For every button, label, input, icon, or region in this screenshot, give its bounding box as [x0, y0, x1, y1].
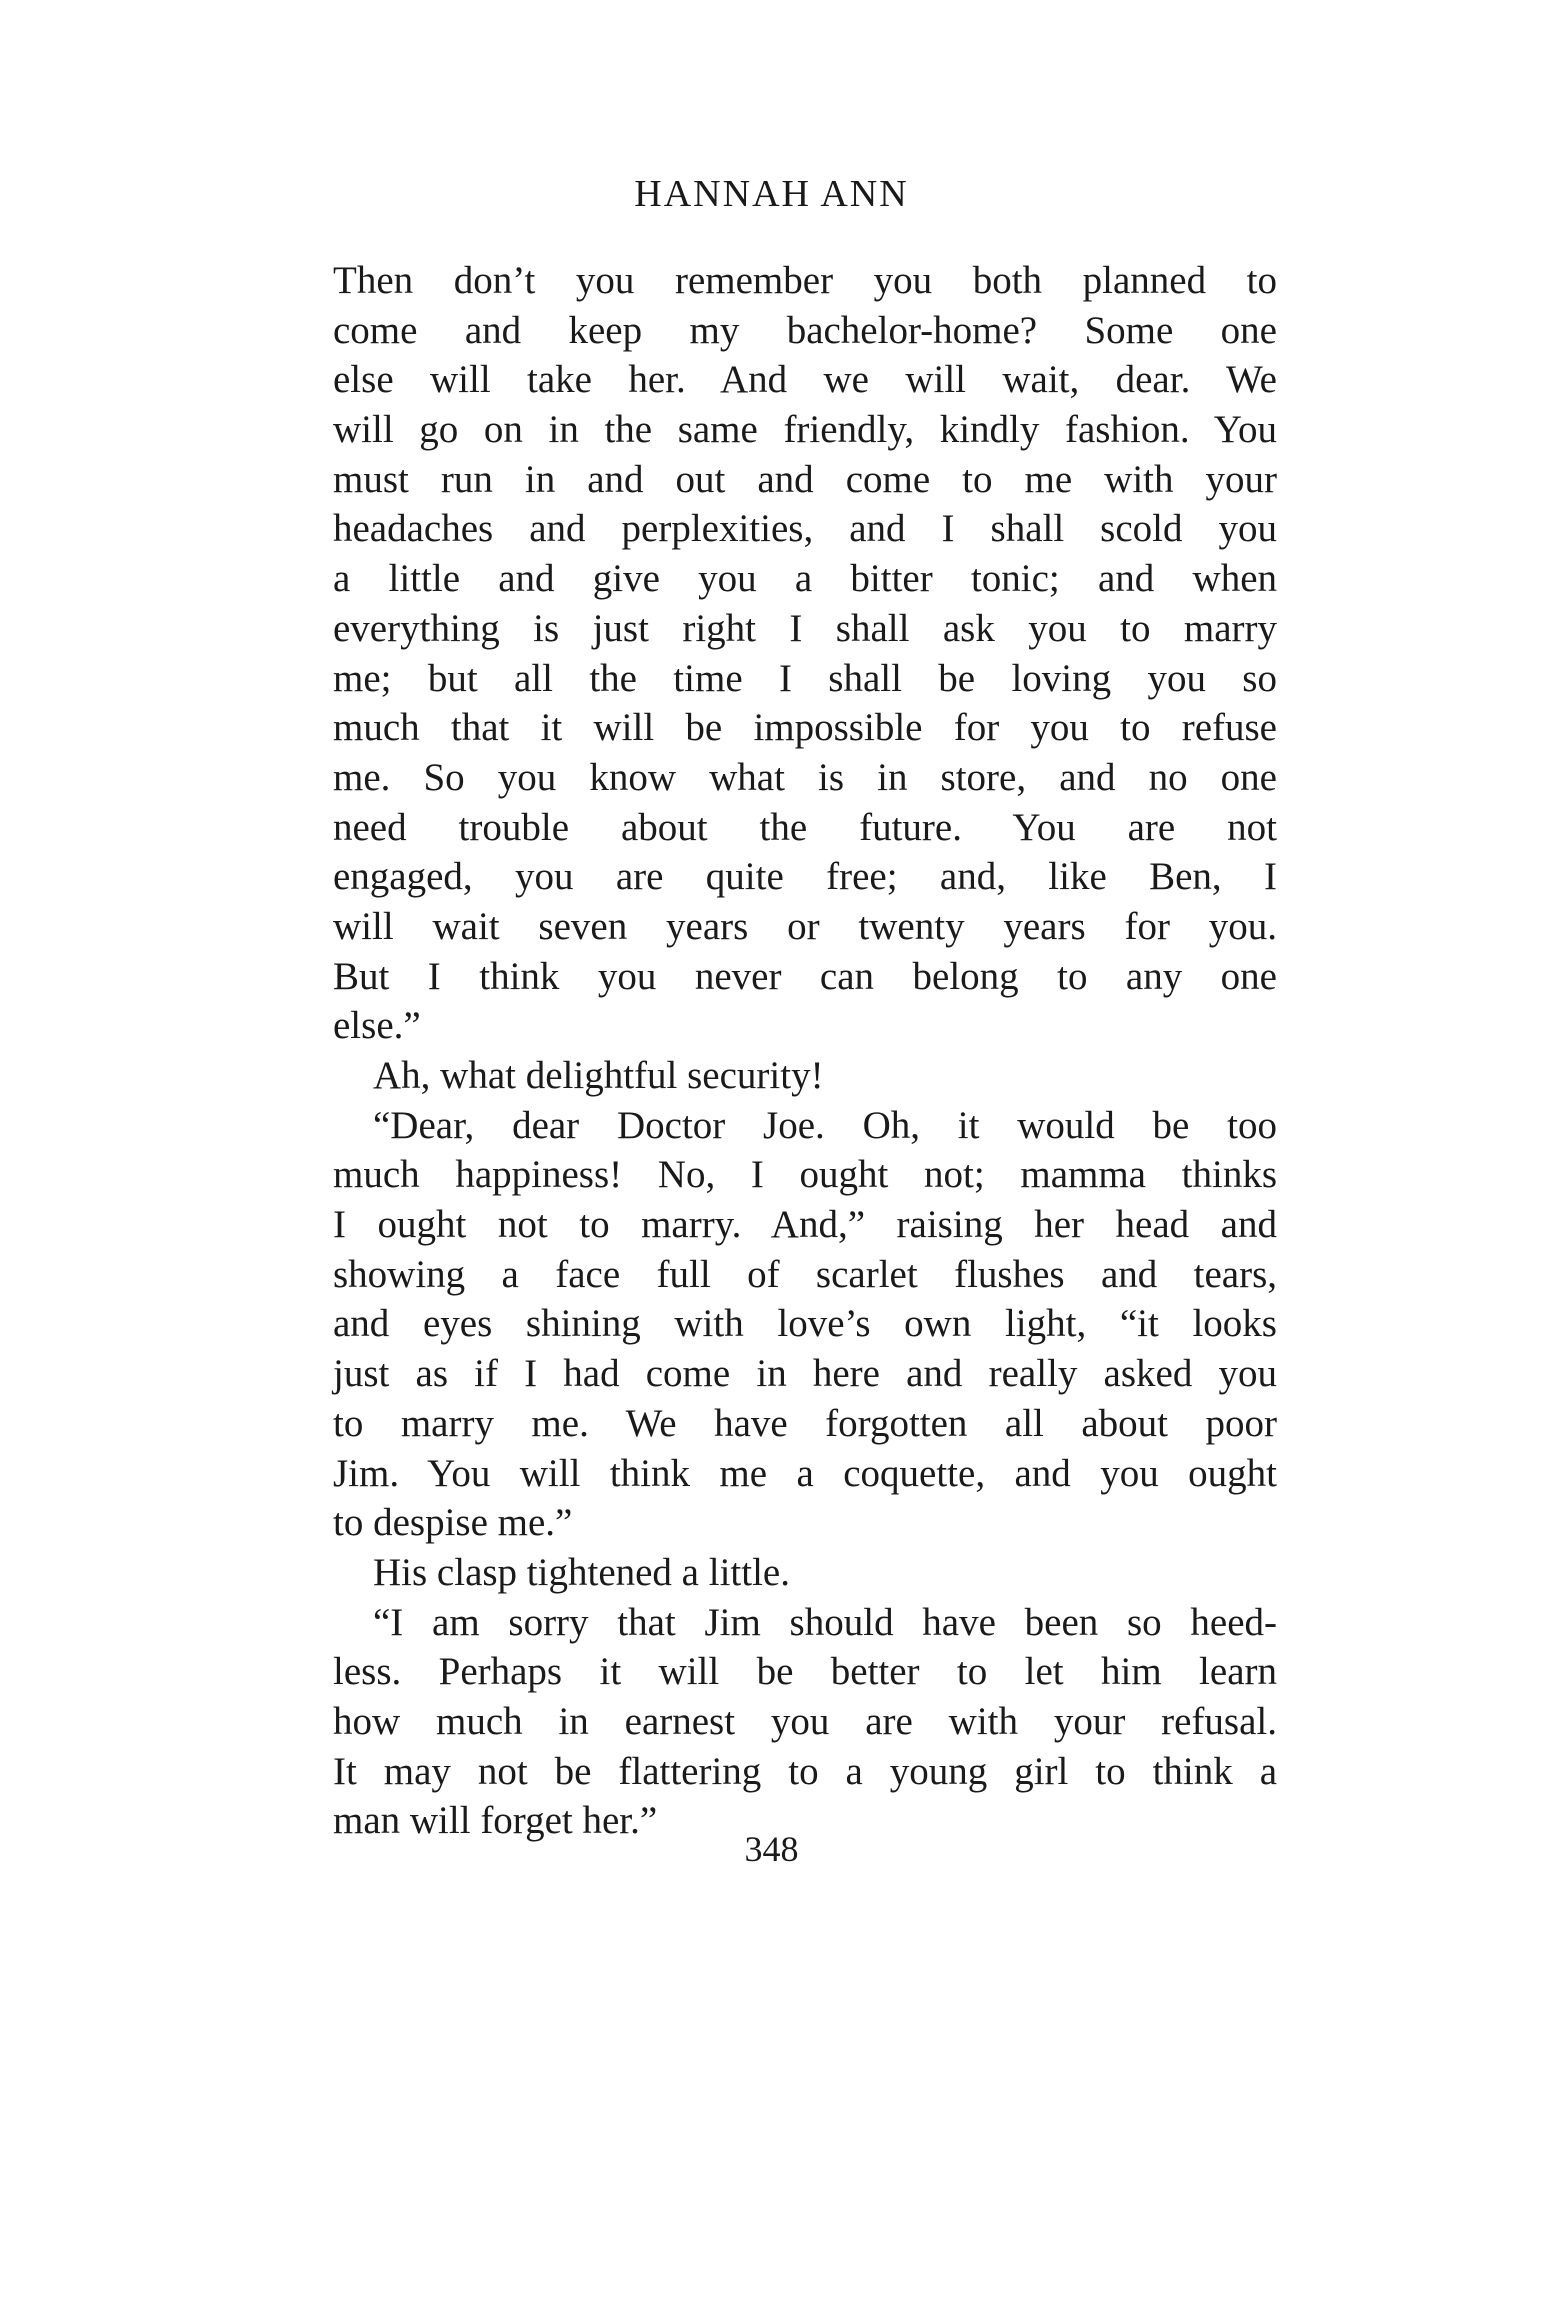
- text-line: “I am sorry that Jim should have been so heed-: [373, 1600, 1277, 1644]
- text-line: showing a face full of scarlet flushes and tears,: [333, 1252, 1277, 1296]
- text-line: else.”: [333, 1004, 421, 1048]
- text-line: I ought not to marry. And,” raising her head and: [333, 1203, 1277, 1247]
- text-line: “Dear, dear Doctor Joe. Oh, it would be too: [373, 1103, 1277, 1147]
- text-line: me. So you know what is in store, and no one: [333, 755, 1277, 799]
- text-line: His clasp tightened a little.: [373, 1550, 790, 1594]
- text-line: just as if I had come in here and really asked you: [333, 1352, 1277, 1396]
- text-line: But I think you never can belong to any one: [333, 954, 1277, 998]
- text-line: need trouble about the future. You are not: [333, 805, 1277, 849]
- text-line: how much in earnest you are with your refusal.: [333, 1699, 1277, 1743]
- running-head: HANNAH ANN: [634, 173, 909, 215]
- text-line: man will forget her.”: [333, 1799, 658, 1843]
- text-line: It may not be flattering to a young girl to think a: [333, 1749, 1277, 1793]
- text-line: to despise me.”: [333, 1501, 573, 1545]
- text-line: Jim. You will think me a coquette, and you ought: [333, 1451, 1277, 1495]
- body-text: [333, 256, 1277, 1846]
- text-line: everything is just right I shall ask you to marry: [333, 606, 1277, 650]
- text-line: come and keep my bachelor-home? Some one: [333, 308, 1277, 352]
- text-line: much happiness! No, I ought not; mamma thinks: [333, 1153, 1277, 1197]
- text-line: Ah, what delightful security!: [373, 1054, 824, 1097]
- text-line: must run in and out and come to me with your: [333, 457, 1277, 501]
- text-line: to marry me. We have forgotten all about poor: [333, 1401, 1277, 1445]
- text-line: a little and give you a bitter tonic; and when: [333, 557, 1277, 601]
- text-line: headaches and perplexities, and I shall scold you: [333, 507, 1277, 551]
- page-number: 348: [744, 1829, 799, 1869]
- text-line: Then don’t you remember you both planned to: [333, 259, 1277, 302]
- text-line: engaged, you are quite free; and, like Ben, I: [333, 855, 1277, 899]
- text-line: and eyes shining with love’s own light, “it looks: [333, 1302, 1277, 1346]
- text-line: much that it will be impossible for you to refuse: [333, 706, 1277, 750]
- text-line: me; but all the time I shall be loving you so: [333, 656, 1277, 700]
- text-line: less. Perhaps it will be better to let him learn: [333, 1650, 1277, 1694]
- text-line: else will take her. And we will wait, dear. We: [333, 358, 1277, 402]
- text-line: will wait seven years or twenty years for you.: [333, 904, 1277, 948]
- text-line: will go on in the same friendly, kindly fashion. You: [333, 408, 1277, 452]
